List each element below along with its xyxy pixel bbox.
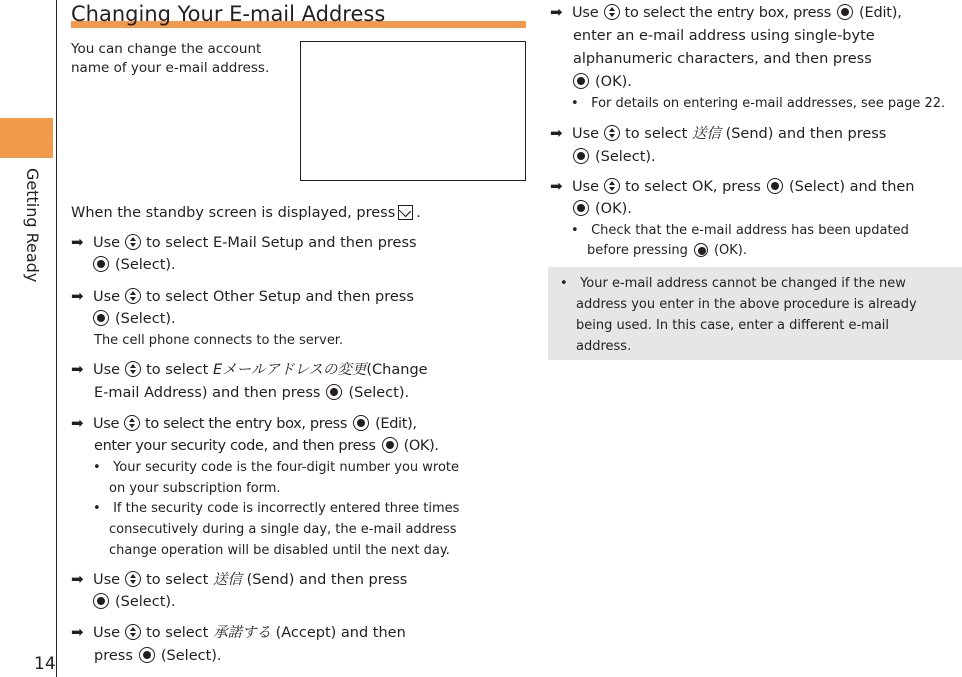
step-text: Use bbox=[93, 362, 121, 378]
step-text: Use bbox=[93, 289, 121, 305]
step-1-line-2 bbox=[93, 254, 176, 276]
section-tab-marker bbox=[0, 118, 53, 158]
step-4 bbox=[71, 412, 417, 435]
step-3-line-2 bbox=[94, 382, 409, 404]
note-text: Your e-mail address cannot be changed if the new bbox=[580, 276, 906, 291]
nav-key-icon bbox=[125, 571, 141, 587]
step-8 bbox=[550, 122, 886, 145]
step-8-line-2 bbox=[573, 146, 656, 168]
step-5 bbox=[71, 568, 407, 591]
lead-line: When the standby screen is displayed, press . bbox=[71, 205, 421, 221]
lead-text: When the standby screen is displayed, press bbox=[71, 205, 396, 221]
bullet-icon: • bbox=[571, 96, 579, 111]
step-text: (Accept) and then bbox=[275, 625, 406, 641]
screen-image-placeholder bbox=[300, 41, 526, 181]
step-text: (Select). bbox=[115, 594, 176, 610]
step-text: (Select). bbox=[595, 149, 656, 165]
select-key-icon bbox=[139, 647, 155, 663]
bullet-text: Check that the e-mail address has been updated bbox=[591, 223, 909, 238]
select-key-icon bbox=[93, 310, 109, 326]
menu-item-japanese: 送信 bbox=[212, 572, 242, 588]
bullet-item bbox=[571, 94, 945, 114]
step-text: Use bbox=[572, 5, 599, 21]
select-key-icon bbox=[694, 243, 708, 257]
note-line: address. bbox=[576, 339, 632, 354]
step-text: E-mail Address) and then press bbox=[94, 385, 321, 401]
nav-key-icon bbox=[604, 125, 620, 141]
step-text: to select bbox=[146, 362, 209, 378]
step-text: Use bbox=[572, 179, 600, 195]
arrow-icon: ➡ bbox=[550, 177, 563, 195]
bullet-continuation: change operation will be disabled until the next day. bbox=[109, 543, 450, 558]
select-key-icon bbox=[573, 73, 589, 89]
step-4-line-2 bbox=[94, 435, 439, 457]
step-text: (Select). bbox=[115, 311, 176, 327]
step-text: (Select) and then bbox=[788, 179, 915, 195]
step-text: (Edit), bbox=[375, 416, 417, 432]
bullet-text: If the security code is incorrectly entered three times bbox=[113, 501, 460, 516]
page-number: 14 bbox=[34, 654, 56, 674]
step-1 bbox=[71, 231, 417, 254]
step-text: (Select). bbox=[348, 385, 410, 401]
bullet-continuation bbox=[587, 241, 747, 261]
arrow-icon: ➡ bbox=[71, 623, 84, 641]
step-text: press bbox=[94, 648, 133, 664]
note-line: being used. In this case, enter a different e-mail bbox=[576, 318, 890, 333]
select-key-icon bbox=[837, 4, 853, 20]
bullet-text: before pressing bbox=[587, 243, 688, 258]
step-text: Use bbox=[93, 572, 121, 588]
menu-item-japanese: Eメールアドレスの変更 bbox=[212, 362, 367, 378]
step-text: to select bbox=[625, 126, 688, 142]
bullet-item bbox=[93, 499, 459, 519]
step-text: to select the entry box, press bbox=[145, 416, 348, 432]
bullet-continuation: on your subscription form. bbox=[109, 481, 281, 496]
menu-item-japanese: 承諾する bbox=[212, 625, 271, 641]
step-7 bbox=[550, 1, 902, 24]
step-text: enter your security code, and then press bbox=[94, 438, 376, 454]
nav-key-icon bbox=[125, 234, 141, 250]
step-text: (Select). bbox=[115, 257, 176, 273]
page-title: Changing Your E-mail Address bbox=[71, 2, 386, 26]
intro-text: You can change the account name of your e-mail address. bbox=[71, 41, 270, 76]
bullet-icon: • bbox=[560, 276, 568, 291]
bullet-text: Your security code is the four-digit number you wrote bbox=[113, 460, 460, 475]
mail-key-icon bbox=[398, 205, 413, 220]
step-text: to select the entry box, press bbox=[624, 5, 832, 21]
bullet-icon: • bbox=[93, 460, 101, 475]
arrow-icon: ➡ bbox=[550, 124, 563, 142]
select-key-icon bbox=[382, 437, 398, 453]
step-7-line-2: enter an e-mail address using single-byte bbox=[573, 28, 875, 44]
select-key-icon bbox=[93, 256, 109, 272]
step-2-note: The cell phone connects to the server. bbox=[94, 333, 344, 348]
select-key-icon bbox=[93, 593, 109, 609]
arrow-icon: ➡ bbox=[71, 414, 84, 432]
step-9 bbox=[550, 175, 915, 198]
step-9-line-2 bbox=[573, 198, 632, 220]
bullet-text: For details on entering e-mail addresses, see page 22. bbox=[591, 96, 946, 111]
note-line bbox=[560, 274, 906, 294]
bullet-item bbox=[571, 221, 909, 241]
step-text: to select E-Mail Setup and then press bbox=[146, 235, 417, 251]
menu-item-japanese: 送信 bbox=[691, 126, 721, 142]
bullet-continuation: consecutively during a single day, the e-mail address bbox=[109, 522, 457, 537]
step-2 bbox=[71, 285, 414, 308]
step-text: Use bbox=[572, 126, 600, 142]
nav-key-icon bbox=[124, 415, 140, 431]
step-2-line-2 bbox=[93, 308, 176, 330]
step-text: (Select). bbox=[160, 648, 222, 664]
step-6 bbox=[71, 621, 406, 644]
bullet-icon: • bbox=[571, 223, 579, 238]
step-6-line-2 bbox=[94, 645, 222, 667]
step-text: to select bbox=[146, 625, 209, 641]
bullet-item bbox=[93, 458, 459, 478]
select-key-icon bbox=[353, 415, 369, 431]
step-3 bbox=[71, 358, 428, 381]
select-key-icon bbox=[767, 178, 783, 194]
step-7-line-4 bbox=[573, 71, 632, 93]
nav-key-icon bbox=[604, 4, 620, 20]
arrow-icon: ➡ bbox=[71, 570, 84, 588]
step-text: (OK). bbox=[403, 438, 439, 454]
note-line: address you enter in the above procedure is already bbox=[576, 297, 917, 312]
step-text: (OK). bbox=[595, 201, 632, 217]
sidebar-divider bbox=[56, 0, 57, 677]
bullet-text: (OK). bbox=[713, 243, 747, 258]
step-5-line-2 bbox=[93, 591, 176, 613]
arrow-icon: ➡ bbox=[71, 360, 84, 378]
step-text: (Send) and then press bbox=[246, 572, 408, 588]
select-key-icon bbox=[326, 384, 342, 400]
step-text: to select Other Setup and then press bbox=[146, 289, 414, 305]
arrow-icon: ➡ bbox=[550, 3, 563, 21]
step-text: (Send) and then press bbox=[725, 126, 887, 142]
step-text: to select OK, press bbox=[625, 179, 761, 195]
nav-key-icon bbox=[125, 361, 141, 377]
select-key-icon bbox=[573, 200, 589, 216]
nav-key-icon bbox=[125, 288, 141, 304]
step-text: Use bbox=[93, 625, 121, 641]
step-text: (Change bbox=[366, 362, 428, 378]
bullet-icon: • bbox=[93, 501, 101, 516]
step-text: (Edit), bbox=[859, 5, 902, 21]
step-text: Use bbox=[93, 235, 121, 251]
arrow-icon: ➡ bbox=[71, 287, 84, 305]
step-text: (OK). bbox=[595, 74, 632, 90]
select-key-icon bbox=[573, 148, 589, 164]
step-7-line-3: alphanumeric characters, and then press bbox=[573, 51, 872, 67]
step-text: to select bbox=[146, 572, 209, 588]
step-text: Use bbox=[93, 416, 120, 432]
note-box bbox=[548, 267, 962, 360]
nav-key-icon bbox=[604, 178, 620, 194]
arrow-icon: ➡ bbox=[71, 233, 84, 251]
section-label: Getting Ready bbox=[23, 168, 42, 283]
nav-key-icon bbox=[125, 624, 141, 640]
